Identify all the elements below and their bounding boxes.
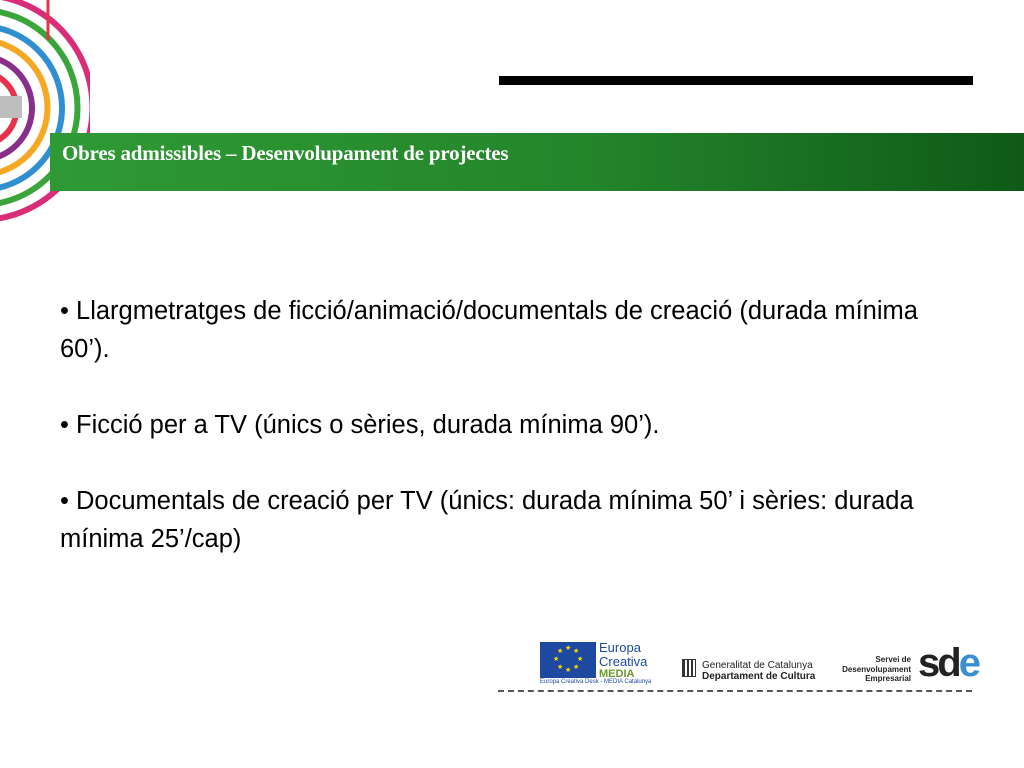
generalitat-line2: Departament de Cultura	[702, 671, 816, 682]
bullet-spacer	[60, 368, 960, 406]
sde-logo-e: e	[958, 641, 978, 685]
generalitat-line1: Generalitat de Catalunya	[702, 660, 813, 671]
sde-line2: Desenvolupament	[842, 665, 911, 674]
bullet-item: • Documentals de creació per TV (únics: durada mínima 50’ i sèries: durada mínima 25’/cap)	[60, 487, 914, 553]
bullet-item: • Ficció per a TV (únics o sèries, durada mínima 90’).	[60, 411, 660, 439]
bullet-list	[60, 292, 960, 558]
footer-dashed-rule	[498, 690, 972, 692]
logo-strip	[535, 640, 978, 690]
bullet-item: • Llargmetratges de ficció/animació/documentals de creació (durada mínima 60’).	[60, 297, 918, 363]
europa-creativa-line2: Creativa	[599, 654, 648, 669]
arc-center-shape	[0, 96, 22, 118]
sde-line3: Empresarial	[865, 674, 911, 683]
decorative-arcs	[0, 0, 90, 230]
slide-title: Obres admissibles – Desenvolupament de projectes	[62, 141, 509, 165]
sde-logo-sd: sd	[918, 641, 959, 685]
europa-creativa-line3: MEDIA	[599, 668, 635, 680]
bullet-spacer	[60, 444, 960, 482]
eu-flag-icon: ★ ★ ★ ★ ★ ★ ★ ★	[540, 642, 596, 678]
sde-line1: Servei de	[875, 655, 911, 664]
sde-logo	[918, 643, 978, 683]
generalitat-icon	[682, 659, 696, 677]
europa-creativa-line1: Europa	[599, 640, 641, 655]
top-rule	[499, 76, 973, 85]
europa-creativa-small: Europa Creativa Desk - MEDIA Catalunya	[540, 679, 652, 685]
